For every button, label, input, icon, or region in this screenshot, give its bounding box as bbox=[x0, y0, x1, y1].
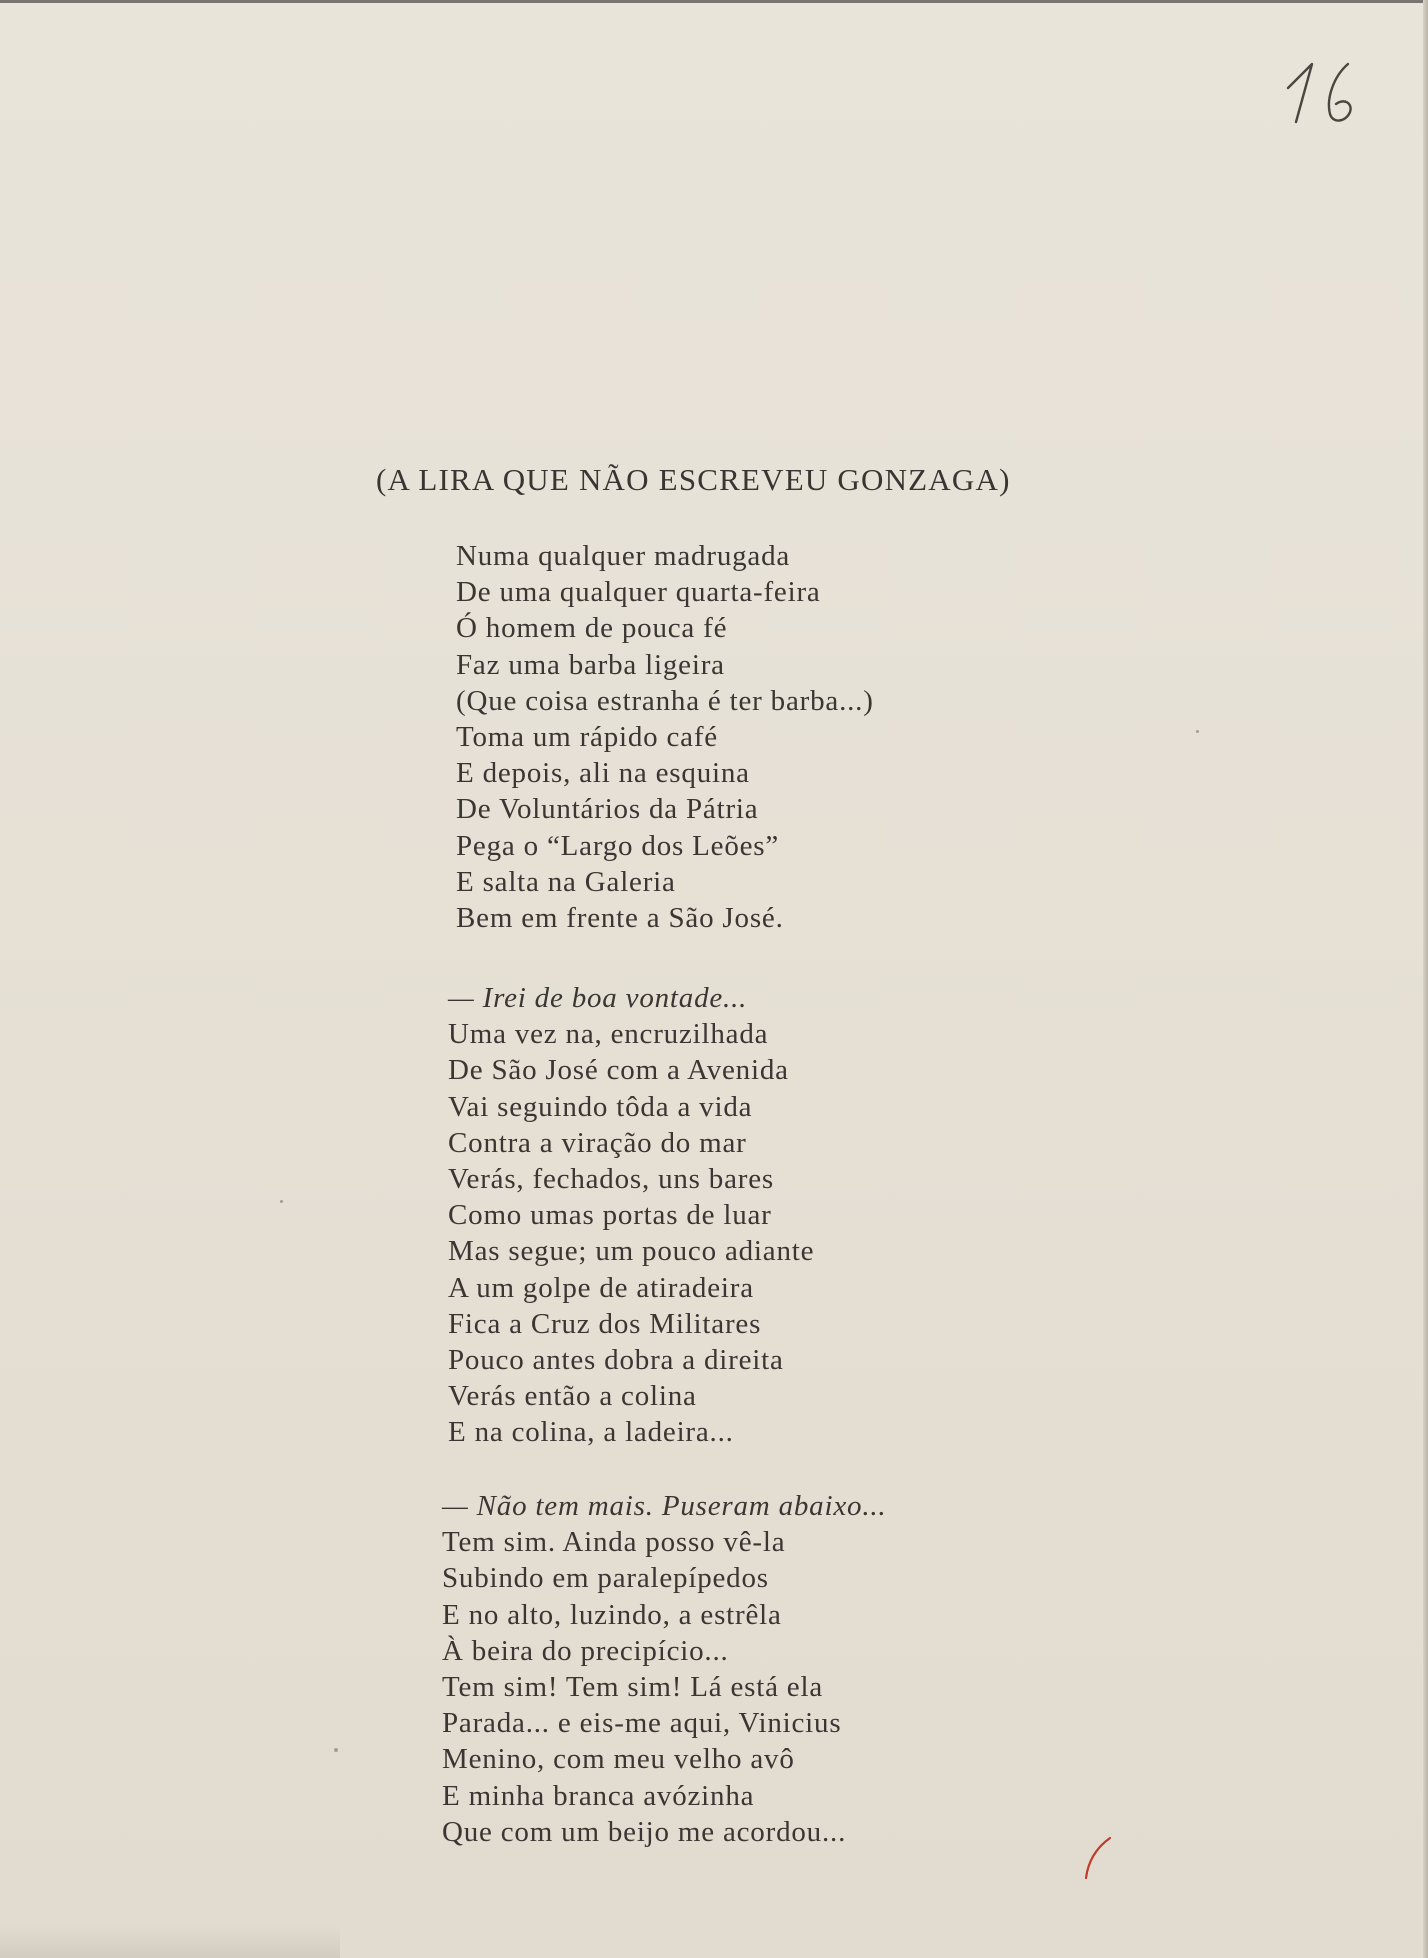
verse-line: Mas segue; um pouco adiante bbox=[448, 1235, 815, 1268]
verse-line: Bem em frente a São José. bbox=[456, 901, 784, 934]
verse-line: Que com um beijo me acordou... bbox=[442, 1815, 847, 1848]
stanza-3 bbox=[442, 1488, 886, 1850]
verse-line: À beira do precipício... bbox=[442, 1634, 729, 1667]
verse-line: Uma vez na, encruzilhada bbox=[448, 1018, 769, 1051]
verse-line: — Não tem mais. Puseram abaixo... bbox=[442, 1490, 887, 1522]
bottom-smudge bbox=[0, 1925, 340, 1958]
verse-line: Ó homem de pouca fé bbox=[456, 612, 728, 645]
verse-line: E depois, ali na esquina bbox=[456, 757, 750, 790]
verse-line: Parada... e eis-me aqui, Vinicius bbox=[442, 1707, 842, 1740]
stanza-1 bbox=[456, 538, 874, 936]
verse-line: Contra a viração do mar bbox=[448, 1126, 747, 1159]
verse-line: Pega o “Largo dos Leões” bbox=[456, 829, 780, 862]
verse-line: E na colina, a ladeira... bbox=[448, 1416, 734, 1449]
verse-line: De Voluntários da Pátria bbox=[456, 793, 759, 826]
verse-line: Faz uma barba ligeira bbox=[456, 648, 725, 681]
verse-line: Verás, fechados, uns bares bbox=[448, 1162, 774, 1195]
verse-line: De uma qualquer quarta-feira bbox=[456, 576, 821, 609]
verse-line: Toma um rápido café bbox=[456, 720, 718, 753]
stanza-2 bbox=[448, 980, 814, 1450]
verse-line: Tem sim! Tem sim! Lá está ela bbox=[442, 1670, 823, 1703]
page-right-edge bbox=[1423, 0, 1428, 1958]
verse-line: Menino, com meu velho avô bbox=[442, 1743, 795, 1776]
paper-speck bbox=[1196, 730, 1199, 733]
paper-speck bbox=[280, 1200, 283, 1203]
verse-line: E salta na Galeria bbox=[456, 865, 676, 898]
verse-line: Subindo em paralepípedos bbox=[442, 1562, 769, 1595]
verse-line: Tem sim. Ainda posso vê-la bbox=[442, 1526, 786, 1559]
red-check-mark bbox=[1082, 1832, 1114, 1882]
verse-line: Pouco antes dobra a direita bbox=[448, 1343, 784, 1376]
verse-line: E no alto, luzindo, a estrêla bbox=[442, 1598, 782, 1631]
page-top-edge bbox=[0, 0, 1428, 3]
verse-line: (Que coisa estranha é ter barba...) bbox=[456, 684, 874, 717]
verse-line: A um golpe de atiradeira bbox=[448, 1271, 754, 1304]
handwritten-page-number bbox=[1282, 58, 1372, 128]
verse-line: De São José com a Avenida bbox=[448, 1054, 789, 1087]
verse-line: Numa qualquer madrugada bbox=[456, 540, 791, 572]
verse-line: E minha branca avózinha bbox=[442, 1779, 755, 1812]
verse-line: — Irei de boa vontade... bbox=[448, 982, 748, 1014]
poem-title: (A LIRA QUE NÃO ESCREVEU GONZAGA) bbox=[376, 462, 1011, 497]
verse-line: Como umas portas de luar bbox=[448, 1199, 772, 1232]
verse-line: Verás então a colina bbox=[448, 1380, 697, 1413]
verse-line: Fica a Cruz dos Militares bbox=[448, 1307, 762, 1340]
paper-speck bbox=[334, 1748, 338, 1752]
verse-line: Vai seguindo tôda a vida bbox=[448, 1090, 753, 1123]
